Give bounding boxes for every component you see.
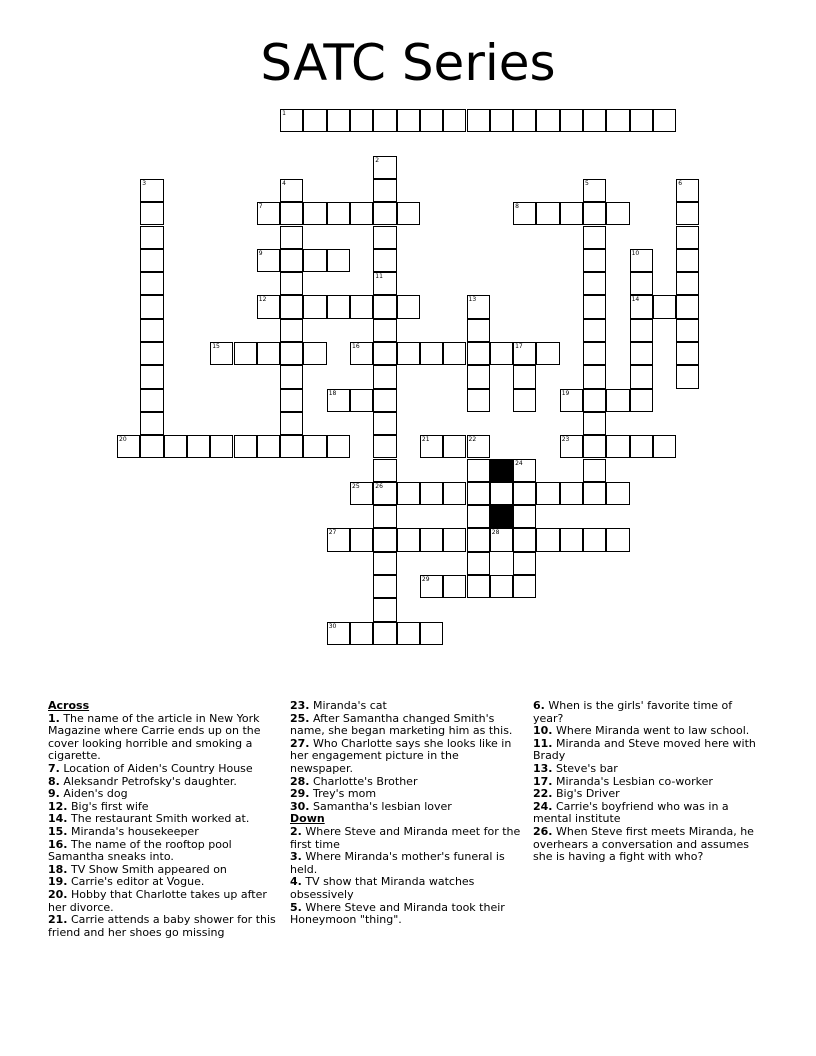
grid-cell[interactable]: [583, 319, 606, 342]
grid-cell[interactable]: [630, 342, 653, 365]
grid-cell[interactable]: [280, 412, 303, 435]
clue-number: 30.: [290, 799, 310, 813]
grid-cell[interactable]: [676, 319, 699, 342]
across-heading: Across: [48, 699, 90, 712]
grid-cell[interactable]: [373, 622, 396, 645]
grid-cell[interactable]: [373, 365, 396, 388]
grid-cell[interactable]: [583, 365, 606, 388]
clue-text: Aleksandr Petrofsky's daughter.: [59, 774, 237, 788]
clue-number: 29.: [290, 787, 310, 801]
grid-cell[interactable]: [560, 528, 583, 551]
grid-cell[interactable]: [513, 482, 536, 505]
grid-cell[interactable]: [513, 552, 536, 575]
grid-cell[interactable]: [560, 482, 583, 505]
grid-cell[interactable]: [536, 528, 559, 551]
clue-number: 4.: [290, 875, 302, 889]
grid-cell[interactable]: [583, 226, 606, 249]
clue-text: Big's first wife: [67, 799, 149, 813]
black-square: [490, 505, 513, 528]
grid-cell[interactable]: [397, 528, 420, 551]
clue-number: 29: [421, 576, 430, 583]
grid-cell[interactable]: [280, 389, 303, 412]
clue-number: 26.: [533, 824, 553, 838]
clue-text: Charlotte's Brother: [309, 774, 418, 788]
grid-cell[interactable]: [373, 575, 396, 598]
grid-cell[interactable]: [676, 202, 699, 225]
clue-number: 12.: [48, 799, 68, 813]
grid-cell[interactable]: [443, 342, 466, 365]
clue-number: 26: [375, 482, 383, 490]
black-square: [490, 459, 513, 482]
grid-cell[interactable]: [234, 435, 257, 458]
clue-number: 2: [375, 156, 380, 164]
clue-number: 27: [328, 529, 337, 537]
grid-cell[interactable]: [583, 459, 606, 482]
clue-text: Trey's mom: [309, 787, 377, 801]
grid-cell[interactable]: [303, 109, 326, 132]
down-heading: Down: [290, 812, 325, 826]
clue-number: 1: [282, 110, 286, 117]
clue-number: 11: [375, 273, 383, 281]
clue-number: 19.: [48, 875, 68, 889]
grid-cell[interactable]: [350, 389, 373, 412]
grid-cell[interactable]: [443, 435, 466, 458]
grid-cell[interactable]: [583, 528, 606, 551]
grid-cell[interactable]: [443, 575, 466, 598]
clue-text: The restaurant Smith worked at.: [67, 812, 250, 826]
clue-number: 5.: [290, 900, 302, 914]
grid-cell[interactable]: [467, 505, 490, 528]
grid-cell[interactable]: [583, 109, 606, 132]
grid-cell[interactable]: [583, 389, 606, 412]
clue-number: 3: [142, 179, 147, 187]
grid-cell[interactable]: [280, 319, 303, 342]
grid-cell[interactable]: [513, 365, 536, 388]
grid-cell[interactable]: [467, 552, 490, 575]
grid-cell[interactable]: [467, 575, 490, 598]
grid-cell[interactable]: [303, 202, 326, 225]
grid-cell[interactable]: [630, 319, 653, 342]
clue-number: 22: [468, 436, 477, 444]
clue-number: 12: [258, 296, 267, 304]
grid-cell[interactable]: [373, 202, 396, 225]
grid-cell[interactable]: [420, 109, 443, 132]
grid-cell[interactable]: [350, 622, 373, 645]
grid-cell[interactable]: [280, 202, 303, 225]
grid-cell[interactable]: [373, 342, 396, 365]
clue-text: Carrie attends a baby shower for this friend and her shoes go missing: [48, 913, 276, 939]
grid-cell[interactable]: [676, 295, 699, 318]
clue-text: Where Steve and Miranda took their Honeymoon "thing".: [290, 900, 505, 927]
clue-text: Miranda's Lesbian co-worker: [552, 774, 713, 788]
grid-cell[interactable]: [397, 342, 420, 365]
grid-cell[interactable]: [257, 435, 280, 458]
clue-text: Aiden's dog: [59, 787, 128, 801]
grid-cell[interactable]: [373, 598, 396, 621]
clue-number: 8: [515, 203, 519, 211]
clue-text: TV show that Miranda watches obsessively: [290, 875, 475, 901]
grid-cell[interactable]: [490, 482, 513, 505]
grid-cell[interactable]: [140, 389, 163, 412]
grid-cell[interactable]: [467, 528, 490, 551]
clue-number: 30: [328, 622, 337, 630]
grid-cell[interactable]: [676, 249, 699, 272]
grid-cell[interactable]: [513, 505, 536, 528]
grid-cell[interactable]: [583, 435, 606, 458]
grid-cell[interactable]: [653, 109, 676, 132]
grid-cell[interactable]: [327, 202, 350, 225]
clue-number: 10.: [533, 724, 553, 738]
clue-number: 1.: [48, 711, 60, 725]
clue-text: Carrie's boyfriend who was in a mental institute: [533, 799, 729, 826]
clue-number: 9: [258, 249, 263, 257]
grid-cell[interactable]: [467, 389, 490, 412]
grid-cell[interactable]: [140, 319, 163, 342]
grid-cell[interactable]: [606, 482, 629, 505]
grid-cell[interactable]: [630, 272, 653, 295]
grid-cell[interactable]: [210, 435, 233, 458]
clue-number: 27.: [290, 736, 310, 750]
clue-number: 28: [491, 529, 500, 537]
grid-cell[interactable]: [373, 459, 396, 482]
clue-number: 9.: [48, 787, 60, 801]
clue-item: [290, 876, 522, 901]
grid-cell[interactable]: [350, 109, 373, 132]
grid-cell[interactable]: [536, 342, 559, 365]
grid-cell[interactable]: [140, 412, 163, 435]
grid-cell[interactable]: [257, 342, 280, 365]
clue-number: 14: [631, 296, 640, 304]
clue-text: Location of Aiden's Country House: [59, 761, 253, 775]
grid-cell[interactable]: [327, 109, 350, 132]
grid-cell[interactable]: [373, 109, 396, 132]
clue-number: 15.: [48, 824, 68, 838]
grid-cell[interactable]: [583, 249, 606, 272]
grid-cell[interactable]: [280, 365, 303, 388]
clue-item: [48, 889, 280, 914]
clue-number: 20: [119, 436, 127, 444]
clue-number: 6: [678, 179, 683, 187]
clue-text: Miranda and Steve moved here with Brady: [533, 736, 756, 763]
clues-column-2: [290, 700, 522, 927]
grid-cell[interactable]: [280, 342, 303, 365]
grid-cell[interactable]: [560, 109, 583, 132]
grid-cell[interactable]: [536, 482, 559, 505]
grid-cell[interactable]: [676, 272, 699, 295]
clue-text: The name of the article in New York Magazine where Carrie ends up on the cover looking horrible and smoking a cigarette.: [48, 711, 261, 763]
grid-cell[interactable]: [140, 249, 163, 272]
grid-cell[interactable]: [630, 365, 653, 388]
grid-cell[interactable]: [350, 202, 373, 225]
page-title: SATC Series: [260, 34, 556, 92]
grid-cell[interactable]: [560, 202, 583, 225]
clue-number: 21: [421, 436, 430, 444]
grid-cell[interactable]: [303, 249, 326, 272]
grid-cell[interactable]: [280, 295, 303, 318]
grid-cell[interactable]: [350, 528, 373, 551]
grid-cell[interactable]: [373, 552, 396, 575]
clue-item: [533, 801, 765, 826]
grid-cell[interactable]: [373, 179, 396, 202]
clue-number: 11.: [533, 736, 553, 750]
clue-item: [290, 851, 522, 876]
clue-text: Where Miranda's mother's funeral is held.: [290, 850, 505, 876]
grid-cell[interactable]: [606, 109, 629, 132]
clues-column-3: [533, 700, 765, 864]
grid-cell[interactable]: [513, 389, 536, 412]
clue-number: 23: [561, 436, 570, 444]
grid-cell[interactable]: [443, 482, 466, 505]
clue-number: 25: [352, 482, 360, 490]
grid-cell[interactable]: [420, 482, 443, 505]
grid-cell[interactable]: [397, 109, 420, 132]
clue-number: 8.: [48, 774, 60, 788]
grid-cell[interactable]: [420, 622, 443, 645]
grid-cell[interactable]: [164, 435, 187, 458]
clue-number: 20.: [48, 887, 68, 901]
grid-cell[interactable]: [443, 109, 466, 132]
grid-cell[interactable]: [373, 435, 396, 458]
grid-cell[interactable]: [303, 342, 326, 365]
grid-cell[interactable]: [630, 109, 653, 132]
grid-cell[interactable]: [397, 295, 420, 318]
clue-number: 13: [468, 296, 477, 304]
grid-cell[interactable]: [606, 435, 629, 458]
clue-number: 17.: [533, 774, 553, 788]
grid-cell[interactable]: [490, 109, 513, 132]
grid-cell[interactable]: [513, 528, 536, 551]
clue-item: [290, 801, 522, 814]
grid-cell[interactable]: [490, 575, 513, 598]
grid-cell[interactable]: [513, 109, 536, 132]
grid-cell[interactable]: [140, 342, 163, 365]
clue-number: 22.: [533, 787, 553, 801]
clue-number: 4: [282, 179, 286, 187]
grid-cell[interactable]: [676, 342, 699, 365]
grid-cell[interactable]: [490, 342, 513, 365]
grid-cell[interactable]: [583, 202, 606, 225]
grid-cell[interactable]: [327, 435, 350, 458]
grid-cell[interactable]: [187, 435, 210, 458]
clues-column-1: [48, 700, 280, 939]
clue-number: 15: [212, 343, 220, 350]
grid-cell[interactable]: [653, 295, 676, 318]
grid-cell[interactable]: [397, 202, 420, 225]
grid-cell[interactable]: [513, 575, 536, 598]
clue-number: 7.: [48, 761, 60, 775]
clue-text: Samantha's lesbian lover: [309, 799, 452, 813]
grid-cell[interactable]: [583, 482, 606, 505]
clue-item: [533, 738, 765, 763]
grid-cell[interactable]: [630, 389, 653, 412]
clue-number: 24: [515, 459, 523, 467]
clue-number: 14.: [48, 812, 68, 826]
clue-number: 25.: [290, 711, 310, 725]
grid-cell[interactable]: [583, 412, 606, 435]
clue-text: Big's Driver: [552, 787, 620, 801]
grid-cell[interactable]: [606, 389, 629, 412]
grid-cell[interactable]: [373, 505, 396, 528]
grid-cell[interactable]: [373, 528, 396, 551]
grid-cell[interactable]: [140, 226, 163, 249]
grid-cell[interactable]: [140, 202, 163, 225]
clue-number: 5: [585, 179, 589, 187]
clue-text: Where Miranda went to law school.: [552, 724, 750, 738]
grid-cell[interactable]: [467, 365, 490, 388]
clue-number: 13.: [533, 761, 553, 775]
clue-item: [290, 713, 522, 738]
grid-cell[interactable]: [373, 249, 396, 272]
clue-text: Steve's bar: [552, 761, 618, 775]
grid-cell[interactable]: [327, 295, 350, 318]
clue-number: 3.: [290, 850, 302, 864]
clues-section: [0, 700, 816, 980]
grid-cell[interactable]: [606, 528, 629, 551]
clue-number: 7: [258, 203, 263, 211]
grid-cell[interactable]: [583, 342, 606, 365]
grid-cell[interactable]: [467, 459, 490, 482]
grid-cell[interactable]: [536, 109, 559, 132]
clue-item: [533, 700, 765, 725]
grid-cell[interactable]: [443, 528, 466, 551]
grid-cell[interactable]: [140, 365, 163, 388]
grid-cell[interactable]: [140, 295, 163, 318]
grid-cell[interactable]: [327, 249, 350, 272]
grid-cell[interactable]: [536, 202, 559, 225]
clue-item: [290, 738, 522, 776]
grid-cell[interactable]: [420, 528, 443, 551]
grid-cell[interactable]: [373, 319, 396, 342]
grid-cell[interactable]: [303, 435, 326, 458]
clue-text: Miranda's housekeeper: [67, 824, 199, 838]
clue-number: 6.: [533, 699, 545, 712]
grid-cell[interactable]: [467, 342, 490, 365]
clue-number: 24.: [533, 799, 553, 813]
clue-number: 18.: [48, 862, 68, 876]
clue-text: After Samantha changed Smith's name, she began marketing him as this.: [290, 711, 513, 738]
grid-cell[interactable]: [373, 226, 396, 249]
clue-text: TV Show Smith appeared on: [67, 862, 227, 876]
clue-item: [48, 839, 280, 864]
grid-cell[interactable]: [280, 435, 303, 458]
grid-cell[interactable]: [653, 435, 676, 458]
clue-number: 28.: [290, 774, 310, 788]
clue-item: [48, 914, 280, 939]
grid-cell[interactable]: [280, 272, 303, 295]
clue-number: 10: [631, 249, 640, 257]
grid-cell[interactable]: [303, 295, 326, 318]
grid-cell[interactable]: [280, 226, 303, 249]
grid-cell[interactable]: [373, 389, 396, 412]
clue-item: [290, 826, 522, 851]
grid-cell[interactable]: [234, 342, 257, 365]
grid-cell[interactable]: [420, 342, 443, 365]
clue-item: [533, 826, 765, 864]
grid-cell[interactable]: [140, 435, 163, 458]
grid-cell[interactable]: [467, 482, 490, 505]
grid-cell[interactable]: [140, 272, 163, 295]
clue-text: Where Steve and Miranda meet for the first time: [290, 824, 521, 851]
clue-text: Carrie's editor at Vogue.: [67, 875, 205, 889]
grid-cell[interactable]: [397, 622, 420, 645]
grid-cell[interactable]: [606, 202, 629, 225]
clue-number: 16.: [48, 837, 68, 851]
grid-cell[interactable]: [467, 109, 490, 132]
clue-number: 23.: [290, 699, 310, 712]
grid-cell[interactable]: [397, 482, 420, 505]
grid-cell[interactable]: [676, 226, 699, 249]
grid-cell[interactable]: [373, 412, 396, 435]
clue-number: 2.: [290, 824, 302, 838]
clue-number: 19: [561, 389, 570, 397]
clue-number: 16: [352, 343, 360, 350]
clue-text: The name of the rooftop pool Samantha sneaks into.: [48, 837, 232, 864]
clue-text: When Steve first meets Miranda, he overhears a conversation and assumes she is having a fight with who?: [533, 824, 754, 864]
clue-text: Miranda's cat: [309, 699, 387, 712]
clue-number: 17: [515, 343, 523, 350]
grid-cell[interactable]: [583, 272, 606, 295]
clue-item: [290, 902, 522, 927]
clue-number: 21.: [48, 913, 68, 927]
clue-text: When is the girls' favorite time of year?: [533, 699, 733, 725]
grid-cell[interactable]: [676, 365, 699, 388]
clue-number: 18: [328, 389, 337, 397]
clue-text: Who Charlotte says she looks like in her engagement picture in the newspaper.: [290, 736, 512, 775]
clue-item: [48, 713, 280, 763]
clue-text: Hobby that Charlotte takes up after her divorce.: [48, 887, 267, 914]
grid-cell[interactable]: [280, 249, 303, 272]
grid-cell[interactable]: [350, 295, 373, 318]
grid-cell[interactable]: [373, 295, 396, 318]
grid-cell[interactable]: [467, 319, 490, 342]
grid-cell[interactable]: [583, 295, 606, 318]
grid-cell[interactable]: [630, 435, 653, 458]
